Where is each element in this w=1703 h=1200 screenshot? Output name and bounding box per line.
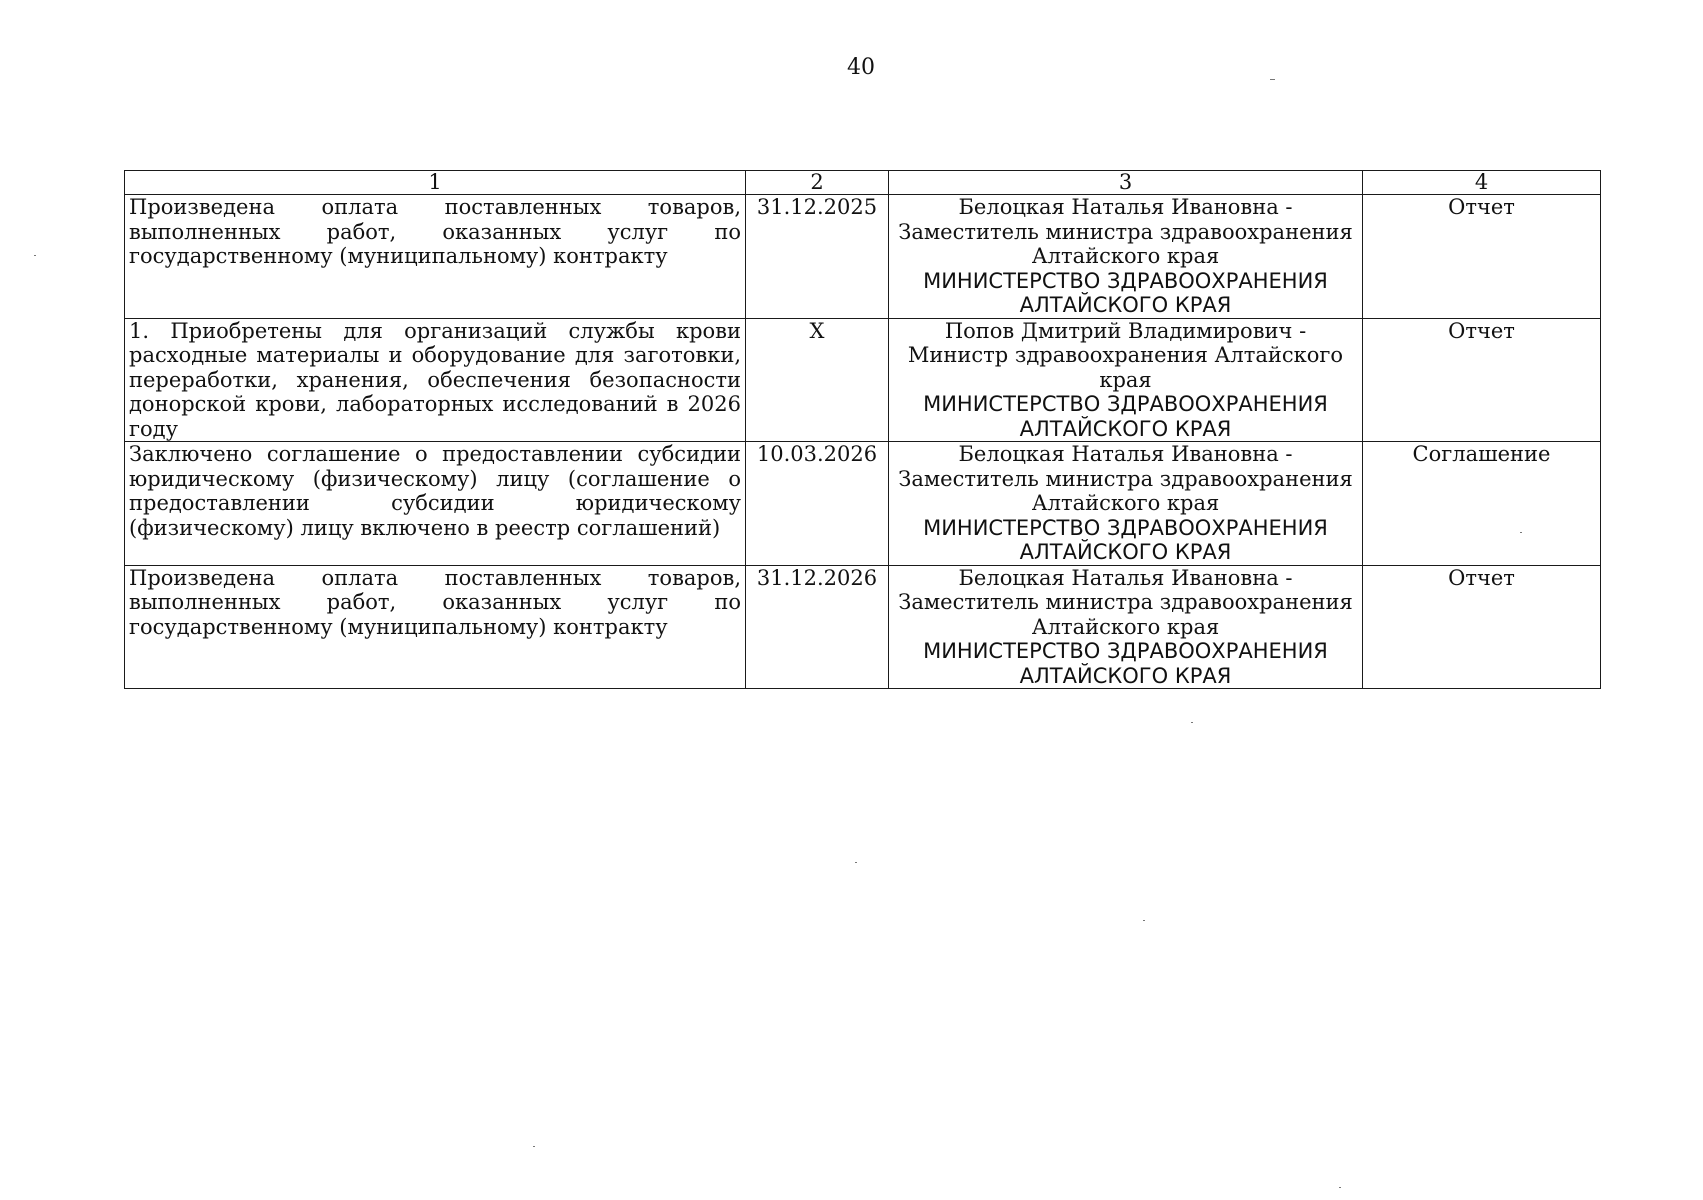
responsible-cell bbox=[889, 318, 1363, 442]
column-header-4: 4 bbox=[1363, 171, 1601, 195]
document-cell: Соглашение bbox=[1363, 442, 1601, 566]
organization-name: МИНИСТЕРСТВО ЗДРАВООХРАНЕНИЯ АЛТАЙСКОГО КРАЯ bbox=[923, 639, 1328, 688]
responsible-person: Белоцкая Наталья Ивановна - Заместитель министра здравоохранения Алтайского края bbox=[898, 195, 1353, 268]
responsible-person: Попов Дмитрий Владимирович - Министр здравоохранения Алтайского края bbox=[907, 318, 1344, 392]
table-row bbox=[125, 565, 1601, 689]
table-row bbox=[125, 195, 1601, 319]
scan-speck bbox=[1339, 1187, 1341, 1188]
document-cell: Отчет bbox=[1363, 195, 1601, 319]
document-cell: Отчет bbox=[1363, 318, 1601, 442]
date-cell: 31.12.2025 bbox=[746, 195, 889, 319]
document-cell: Отчет bbox=[1363, 565, 1601, 689]
organization-name: МИНИСТЕРСТВО ЗДРАВООХРАНЕНИЯ АЛТАЙСКОГО КРАЯ bbox=[923, 268, 1328, 317]
column-header-3: 3 bbox=[889, 171, 1363, 195]
responsible-cell bbox=[889, 195, 1363, 319]
event-cell: 1. Приобретены для организаций службы крови расходные материалы и оборудование для заготовки, переработки, хранения, обеспечения безопасности донорской крови, лабораторных исследований в 2026 году bbox=[125, 318, 746, 442]
scan-speck bbox=[1143, 920, 1145, 921]
column-header-1: 1 bbox=[125, 171, 746, 195]
responsible-cell bbox=[889, 442, 1363, 566]
scan-speck bbox=[34, 255, 36, 256]
event-cell: Произведена оплата поставленных товаров, выполненных работ, оказанных услуг по государственному (муниципальному) контракту bbox=[125, 565, 746, 689]
scan-speck bbox=[533, 1146, 535, 1147]
event-cell: Произведена оплата поставленных товаров, выполненных работ, оказанных услуг по государственному (муниципальному) контракту bbox=[125, 195, 746, 319]
event-cell: Заключено соглашение о предоставлении субсидии юридическому (физическому) лицу (соглашение о предоставлении субсидии юридическому (физическому) лицу включено в реестр соглашений) bbox=[125, 442, 746, 566]
organization-name: МИНИСТЕРСТВО ЗДРАВООХРАНЕНИЯ АЛТАЙСКОГО КРАЯ bbox=[923, 392, 1328, 441]
date-cell: X bbox=[746, 318, 889, 442]
table-header-row bbox=[125, 171, 1601, 195]
scan-speck bbox=[855, 862, 857, 863]
responsible-cell bbox=[889, 565, 1363, 689]
page-number: 40 bbox=[847, 55, 875, 80]
scan-speck bbox=[1520, 532, 1522, 533]
table-row bbox=[125, 318, 1601, 442]
date-cell: 10.03.2026 bbox=[746, 442, 889, 566]
scan-speck bbox=[1191, 722, 1193, 723]
date-cell: 31.12.2026 bbox=[746, 565, 889, 689]
scan-speck bbox=[1270, 79, 1275, 80]
responsible-person: Белоцкая Наталья Ивановна - Заместитель министра здравоохранения Алтайского края bbox=[898, 565, 1353, 639]
table-row bbox=[125, 442, 1601, 566]
organization-name: МИНИСТЕРСТВО ЗДРАВООХРАНЕНИЯ АЛТАЙСКОГО КРАЯ bbox=[923, 515, 1328, 564]
responsible-person: Белоцкая Наталья Ивановна - Заместитель министра здравоохранения Алтайского края bbox=[898, 442, 1353, 515]
measures-table bbox=[124, 170, 1601, 689]
column-header-2: 2 bbox=[746, 171, 889, 195]
